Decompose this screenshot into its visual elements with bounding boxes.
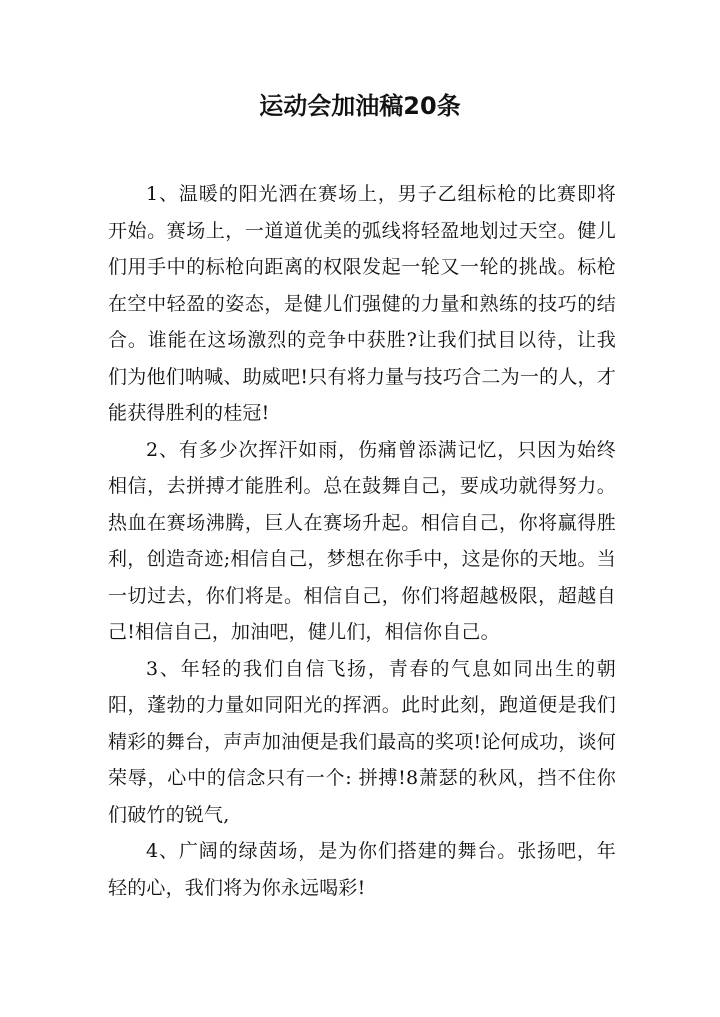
paragraph-2: 2、有多少次挥汗如雨，伤痛曾添满记忆，只因为始终相信，去拼搏才能胜利。总在鼓舞自己，要成功就得努力。热血在赛场沸腾，巨人在赛场升起。相信自己，你将赢得胜利，创造奇迹;相信自己，梦想在你手中，这是你的天地。当一切过去，你们将是。相信自己，你们将超越极限，超越自己!相信自己，加油吧，健儿们，相信你自己。 xyxy=(108,438,616,643)
paragraph-1: 1、温暖的阳光洒在赛场上，男子乙组标枪的比赛即将开始。赛场上，一道道优美的弧线将轻盈地划过天空。健儿们用手中的标枪向距离的权限发起一轮又一轮的挑战。标枪在空中轻盈的姿态，是健儿们强健的力量和熟练的技巧的结合。谁能在这场激烈的竞争中获胜?让我们拭目以待，让我们为他们呐喊、助威吧!只有将力量与技巧合二为一的人，才能获得胜利的桂冠! xyxy=(108,183,616,424)
document-title: 运动会加油稿20条 xyxy=(259,92,461,120)
paragraph-4: 4、广阔的绿茵场，是为你们搭建的舞台。张扬吧，年轻的心，我们将为你永远喝彩! xyxy=(108,840,616,899)
document-body xyxy=(108,176,616,906)
paragraph-3: 3、年轻的我们自信飞扬，青春的气息如同出生的朝阳，蓬勃的力量如同阳光的挥洒。此时此刻，跑道便是我们精彩的舞台，声声加油便是我们最高的奖项!论何成功，谈何荣辱，心中的信念只有一个: 拼搏!8萧瑟的秋风，挡不住你们破竹的锐气, xyxy=(108,657,616,826)
